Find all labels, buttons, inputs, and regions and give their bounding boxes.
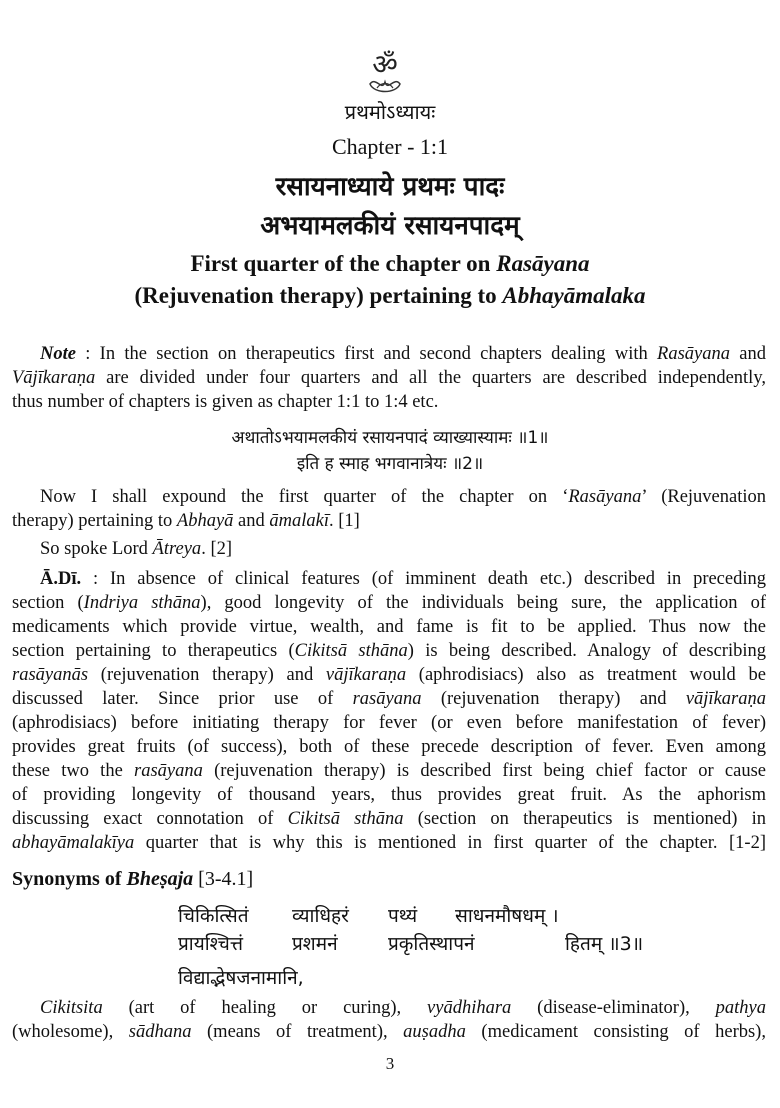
text-segment: Indriya sthāna [83,593,201,613]
text-line [40,485,766,509]
text-segment: [3-4.1] [193,868,254,890]
text-line [40,537,766,561]
title-english-1 [0,250,780,278]
text-line [12,759,766,783]
text-segment: Abhayā [176,511,234,531]
text-segment: Abhayāmalaka [502,283,646,308]
text-segment: Now I shall expound the first quarter of the chapter on ‘ [40,487,569,507]
text-line [12,591,766,615]
text-segment: : In absence of clinical features (of imminent death etc.) described in preceding [81,569,766,589]
text-segment: ) is being described. Analogy of describing [407,641,766,661]
text-segment: Ā.Dī. [40,569,82,589]
text-segment: : In the section on therapeutics first and second chapters dealing with [75,344,658,364]
verse-word: प्रशमनं [292,933,338,955]
text-segment: these two the [12,761,135,781]
text-line [40,567,766,591]
text-line [12,509,766,533]
verse-word: साधनमौषधम् । [455,905,559,927]
verse-word: चिकित्सितं [178,905,249,927]
text-segment: ’ (Rejuvenation [641,487,766,507]
text-segment: āmalakī [269,511,329,531]
text-segment: and [233,511,270,531]
sutra-1: अथातोऽभयामलकीयं रसायनपादं व्याख्यास्यामः ॥1॥ [231,428,549,448]
title-sanskrit-2: अभयामलकीयं रसायनपादम् [260,211,520,241]
text-segment: (wholesome), [12,1022,129,1042]
chapter-sanskrit: प्रथमोऽध्यायः [344,100,436,124]
text-segment: auṣadha [403,1022,466,1042]
text-segment: medicaments which provide virtue, wealth, and fame is fit to be applied. Thus now the [12,617,766,637]
text-line [12,1020,766,1044]
text-segment: ), good longevity of the individuals being sure, the application of [200,593,766,613]
synonyms-heading [12,867,766,891]
text-segment: . [2] [201,539,233,559]
text-segment: (aphrodisiacs) before initiating therapy for fever (or even before manifestation of fever) [12,713,766,733]
title-sanskrit-1: रसायनाध्याये प्रथमः पादः [275,172,505,202]
text-line [40,342,766,366]
text-segment: section ( [12,593,84,613]
verse-word: प्रकृतिस्थापनं [388,933,475,955]
text-segment: (medicament consisting of herbs), [465,1022,766,1042]
text-segment: First quarter of the chapter on [190,251,497,276]
text-segment: Rasāyana [657,344,730,364]
text-segment: (section on therapeutics is mentioned) in [403,809,766,829]
chapter-label: Chapter - 1:1 [331,134,449,159]
text-line [12,663,766,687]
text-segment: Cikitsita [40,998,103,1018]
text-segment: Rasāyana [568,487,642,507]
om-emblem-icon [362,48,408,98]
title-english-2 [0,282,780,310]
text-segment: Cikitsā sthāna [294,641,408,661]
text-segment: (disease-eliminator), [511,998,716,1018]
text-segment: are divided under four quarters and all the quarters are described independently, [95,368,766,388]
text-segment: thus number of chapters is given as chapter 1:1 to 1:4 etc. [12,392,439,412]
text-segment: rasāyana [134,761,203,781]
text-line [12,615,766,639]
sutra-2: इति ह स्माह भगवानात्रेयः ॥2॥ [296,454,484,474]
verse-word: विद्याद्भेषजनामानि, [178,967,304,989]
text-segment: and [729,344,766,364]
text-line [12,735,766,759]
text-segment: discussed later. Since prior use of [12,689,353,709]
text-segment: Synonyms of [12,868,127,890]
text-line [12,831,766,855]
text-segment: Note [40,344,76,364]
text-segment: vyādhihara [427,998,512,1018]
text-segment: (rejuvenation therapy) and [88,665,326,685]
text-segment: (rejuvenation therapy) is described first being chief factor or cause [202,761,766,781]
text-line [40,996,766,1020]
text-segment: . [1] [329,511,360,531]
text-segment: provides great fruits (of success), both of these precede description of fever. Even among [12,737,766,757]
text-segment: abhayāmalakīya [12,833,135,853]
text-segment: quarter that is why this is mentioned in first quarter of the chapter. [1-2] [134,833,766,853]
text-line [12,807,766,831]
text-segment: rasāyanās [12,665,89,685]
text-segment: (art of healing or curing), [102,998,428,1018]
text-line [12,687,766,711]
text-segment: pathya [715,998,766,1018]
text-segment: vājīkaraṇa [685,689,766,709]
page-number: 3 [385,1054,395,1073]
text-segment: rasāyana [352,689,422,709]
text-line [12,783,766,807]
verse-word: पथ्यं [388,905,418,927]
text-segment: Vājīkaraṇa [12,368,96,388]
svg-text:ॐ: ॐ [372,48,398,81]
text-segment: vājīkaraṇa [325,665,407,685]
text-segment: Bheṣaja [126,868,194,890]
verse-word: व्याधिहरं [292,905,349,927]
text-segment: therapy) pertaining to [12,511,177,531]
text-segment: of providing longevity of thousand years, thus provides great fruit. As the aphorism [12,785,766,805]
verse-word: प्रायश्चित्तं [178,933,243,955]
text-segment: Cikitsā sthāna [287,809,404,829]
text-segment: section pertaining to therapeutics ( [12,641,295,661]
text-line [12,639,766,663]
text-segment: (Rejuvenation therapy) pertaining to [134,283,503,308]
text-segment: (means of treatment), [191,1022,404,1042]
verse-word: हितम् ॥3॥ [565,933,644,955]
text-line [12,390,766,414]
text-segment: (rejuvenation therapy) and [421,689,686,709]
text-segment: So spoke Lord [40,539,153,559]
text-segment: (aphrodisiacs) also as treatment would be [406,665,766,685]
text-line [12,711,766,735]
text-segment: sādhana [128,1022,192,1042]
text-segment: Rasāyana [496,251,590,276]
text-segment: Ātreya [152,539,202,559]
text-segment: discussing exact connotation of [12,809,288,829]
text-line [12,366,766,390]
